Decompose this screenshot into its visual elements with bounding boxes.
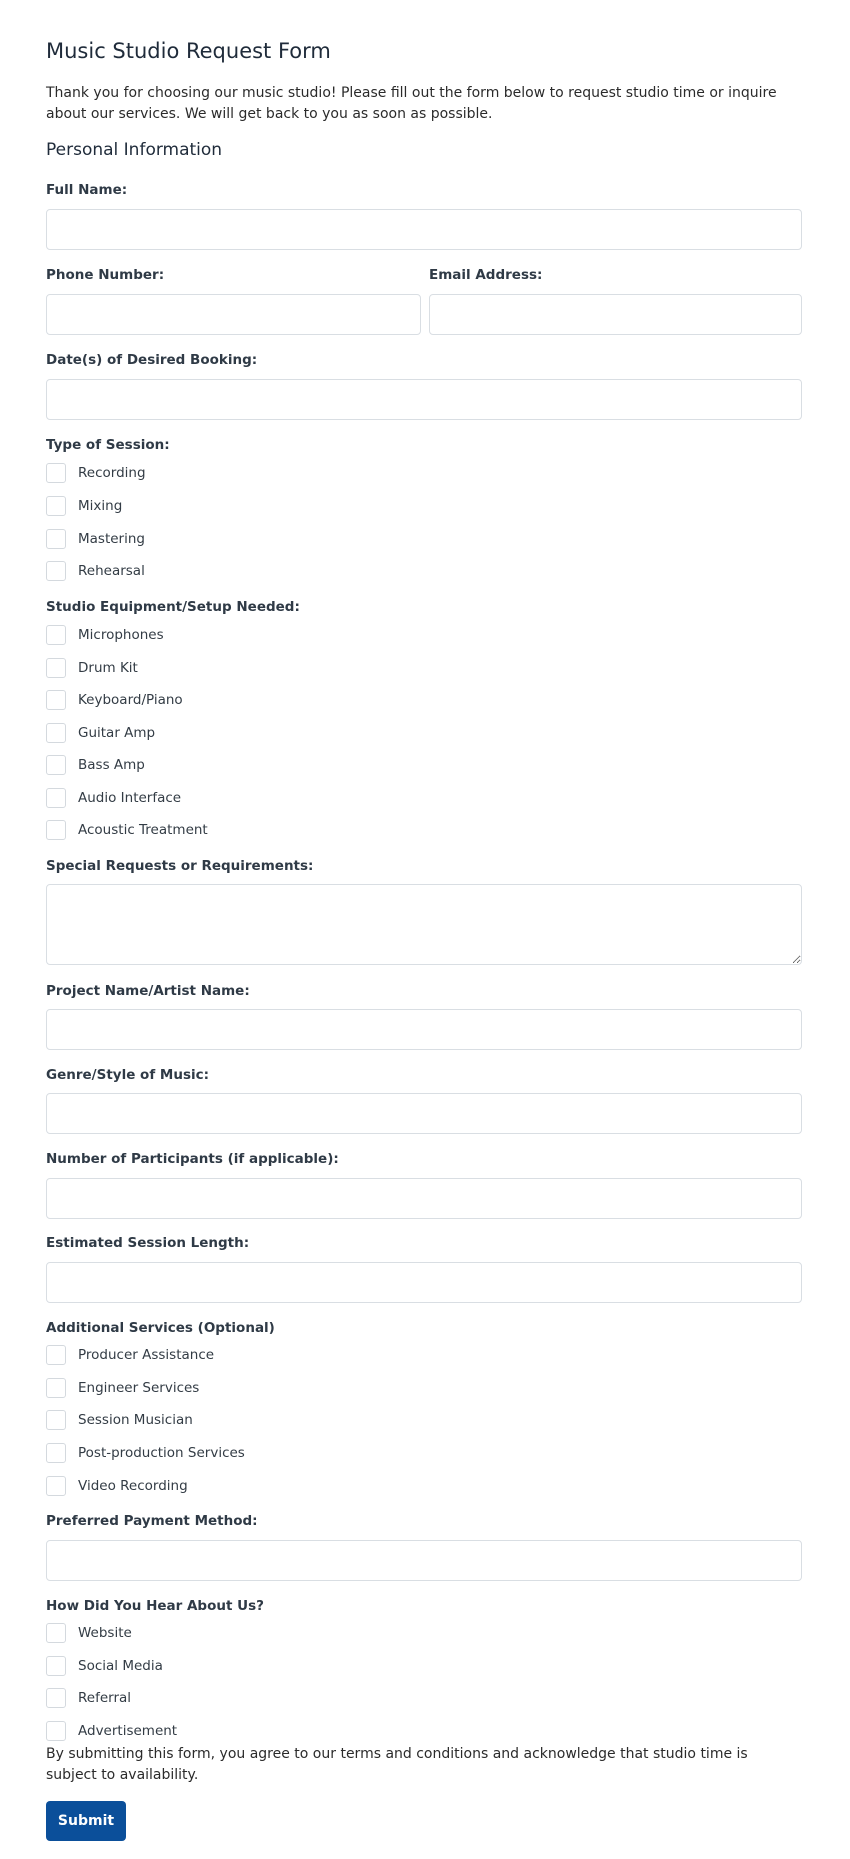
equipment-option-bass-amp[interactable] (46, 755, 145, 775)
option-label: Producer Assistance (78, 1347, 215, 1363)
full-name-label: Full Name: (46, 182, 128, 198)
option-label: Audio Interface (78, 790, 182, 806)
equipment-option-audio-interface[interactable] (46, 788, 181, 808)
equipment-option-acoustic-treatment[interactable] (46, 820, 208, 840)
service-option-session-musician[interactable] (46, 1410, 193, 1430)
option-label: Rehearsal (78, 563, 145, 579)
option-label: Video Recording (78, 1478, 188, 1494)
service-option-engineer-services[interactable] (46, 1378, 199, 1398)
form-intro: Thank you for choosing our music studio! Please fill out the form below to request studio time or inquire about our services. We will get back to you as soon as possible. (46, 85, 777, 122)
referral-option-website[interactable] (46, 1623, 132, 1643)
email-label: Email Address: (429, 267, 543, 283)
session-type-option-mastering[interactable] (46, 529, 145, 549)
session-type-option-mixing[interactable] (46, 496, 122, 516)
option-label: Website (78, 1625, 132, 1641)
checkbox[interactable] (46, 1476, 66, 1496)
checkbox[interactable] (46, 820, 66, 840)
participants-label: Number of Participants (if applicable): (46, 1151, 339, 1167)
checkbox[interactable] (46, 1378, 66, 1398)
checkbox[interactable] (46, 496, 66, 516)
referral-source-label: How Did You Hear About Us? (46, 1598, 264, 1614)
referral-option-referral[interactable] (46, 1688, 131, 1708)
option-label: Advertisement (78, 1723, 178, 1739)
phone-label: Phone Number: (46, 267, 165, 283)
terms-note: By submitting this form, you agree to our terms and conditions and acknowledge that studio time is subject to availability. (46, 1746, 748, 1783)
option-label: Bass Amp (78, 757, 145, 773)
payment-method-label: Preferred Payment Method: (46, 1513, 258, 1529)
additional-services-label: Additional Services (Optional) (46, 1320, 275, 1336)
option-label: Microphones (78, 627, 164, 643)
special-requests-textarea[interactable] (46, 884, 802, 965)
equipment-option-microphones[interactable] (46, 625, 164, 645)
booking-dates-input[interactable] (46, 379, 802, 420)
equipment-option-drum-kit[interactable] (46, 658, 138, 678)
section-heading-personal: Personal Information (46, 140, 223, 160)
phone-input[interactable] (46, 294, 421, 335)
booking-dates-label: Date(s) of Desired Booking: (46, 352, 258, 368)
equipment-option-guitar-amp[interactable] (46, 723, 155, 743)
referral-option-advertisement[interactable] (46, 1721, 177, 1741)
option-label: Keyboard/Piano (78, 692, 183, 708)
option-label: Referral (78, 1690, 132, 1706)
service-option-video-recording[interactable] (46, 1476, 188, 1496)
checkbox[interactable] (46, 1345, 66, 1365)
option-label: Drum Kit (78, 660, 138, 676)
checkbox[interactable] (46, 723, 66, 743)
checkbox[interactable] (46, 1656, 66, 1676)
service-option-producer-assistance[interactable] (46, 1345, 214, 1365)
checkbox[interactable] (46, 1688, 66, 1708)
referral-option-social-media[interactable] (46, 1656, 163, 1676)
equipment-option-keyboard-piano[interactable] (46, 690, 183, 710)
checkbox[interactable] (46, 463, 66, 483)
checkbox[interactable] (46, 755, 66, 775)
checkbox[interactable] (46, 1410, 66, 1430)
option-label: Engineer Services (78, 1380, 200, 1396)
checkbox[interactable] (46, 1721, 66, 1741)
checkbox[interactable] (46, 625, 66, 645)
session-type-option-recording[interactable] (46, 463, 146, 483)
email-input[interactable] (429, 294, 802, 335)
genre-input[interactable] (46, 1093, 802, 1134)
checkbox[interactable] (46, 658, 66, 678)
option-label: Post-production Services (78, 1445, 245, 1461)
option-label: Guitar Amp (78, 725, 156, 741)
full-name-input[interactable] (46, 209, 802, 250)
option-label: Session Musician (78, 1412, 193, 1428)
session-type-label: Type of Session: (46, 437, 170, 453)
genre-label: Genre/Style of Music: (46, 1067, 210, 1083)
option-label: Acoustic Treatment (78, 822, 208, 838)
form-title: Music Studio Request Form (46, 39, 331, 63)
checkbox[interactable] (46, 788, 66, 808)
checkbox[interactable] (46, 1623, 66, 1643)
option-label: Mastering (78, 531, 145, 547)
service-option-post-production[interactable] (46, 1443, 245, 1463)
session-length-input[interactable] (46, 1262, 802, 1303)
payment-method-input[interactable] (46, 1540, 802, 1581)
submit-button[interactable]: Submit (46, 1801, 126, 1841)
checkbox[interactable] (46, 561, 66, 581)
session-length-label: Estimated Session Length: (46, 1235, 250, 1251)
special-requests-label: Special Requests or Requirements: (46, 858, 314, 874)
checkbox[interactable] (46, 1443, 66, 1463)
project-name-label: Project Name/Artist Name: (46, 983, 250, 999)
checkbox[interactable] (46, 690, 66, 710)
participants-input[interactable] (46, 1178, 802, 1219)
equipment-label: Studio Equipment/Setup Needed: (46, 599, 300, 615)
option-label: Recording (78, 465, 146, 481)
checkbox[interactable] (46, 529, 66, 549)
option-label: Mixing (78, 498, 123, 514)
session-type-option-rehearsal[interactable] (46, 561, 145, 581)
project-name-input[interactable] (46, 1009, 802, 1050)
option-label: Social Media (78, 1658, 163, 1674)
